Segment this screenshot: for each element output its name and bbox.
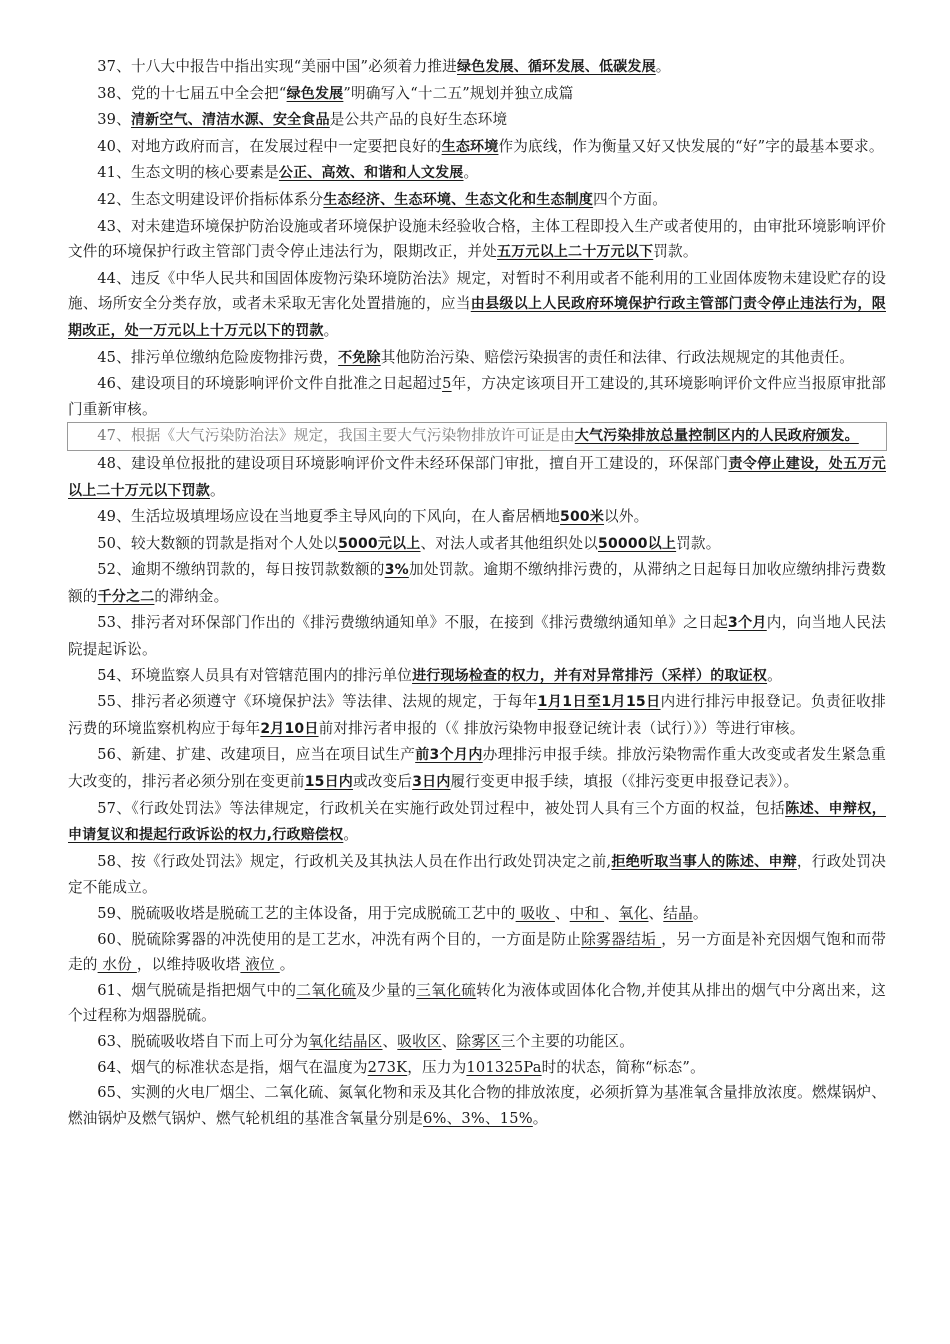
question-text: 、环境监察人员具有对管辖范围内的排污单位	[116, 666, 413, 684]
question-text: 、排污者对环保部门作出的《排污费缴纳通知单》不服，在接到《排污费缴纳通知单》之日起	[116, 614, 729, 632]
answer-text: 五万元以上二十万元以下	[497, 244, 654, 261]
question-text: 及少量的	[356, 981, 417, 999]
question-text: 履行变更申报手续，填报（《排污变更申报登记表》）。	[450, 773, 799, 791]
question-text: 、烟气的标准状态是指，烟气在温度为	[116, 1058, 368, 1076]
answer-text: 吸收	[515, 905, 555, 922]
question-text: 、十八大中报告中指出实现“美丽中国”必须着力推进	[116, 58, 457, 75]
question-text: 。	[210, 481, 225, 499]
question-text: 、	[116, 111, 131, 129]
question-item-47	[67, 422, 887, 451]
answer-text: 6%、3%、15%	[423, 1109, 533, 1127]
question-number: 63	[97, 1032, 117, 1050]
answer-text: 二氧化硫	[296, 981, 357, 999]
question-number: 58	[97, 852, 117, 870]
question-text: 四个方面。	[593, 190, 668, 208]
question-item-64	[68, 1055, 886, 1081]
question-text: 内，向当地人民法院提起诉讼。	[68, 614, 887, 659]
answer-text: 责令停止建设，处五万元以上二十万元以下罚款	[68, 455, 886, 499]
question-text: 三个主要的功能区。	[500, 1032, 635, 1050]
question-item-39	[68, 107, 886, 134]
question-item-46	[68, 371, 886, 422]
question-number: 45	[97, 348, 117, 366]
answer-text: 生态经济、生态环境、生态文化和生态制度	[323, 191, 594, 208]
question-number: 40	[97, 137, 117, 155]
question-text: 、脱硫吸收塔自下而上可分为	[116, 1032, 309, 1050]
question-item-37	[68, 54, 886, 81]
question-item-58	[68, 849, 886, 901]
question-number: 55	[97, 693, 117, 711]
answer-text: 氧化	[618, 905, 649, 922]
answer-text: 3个月	[728, 615, 767, 632]
question-text: 、	[554, 905, 570, 922]
answer-text: 吸收区	[397, 1032, 442, 1050]
answer-text: 千分之二	[97, 588, 155, 605]
question-item-50	[68, 531, 886, 558]
question-number: 41	[97, 164, 117, 182]
question-text: 加处罚款。逾期不缴纳排污费的，从滞纳之日起每日加收应缴纳排污费数额的	[68, 561, 886, 605]
answer-text: 绿色发展	[286, 85, 344, 102]
question-text: 、脱硫除雾器的冲洗使用的是工艺水，冲洗有两个目的，一方面是防止	[116, 930, 582, 948]
question-text: 罚款。	[653, 243, 698, 261]
question-text: 其他防治污染、赔偿污染损害的责任和法律、行政法规规定的其他责任。	[380, 348, 855, 366]
answer-text: 2月10日	[260, 720, 319, 737]
question-text: 时的状态，简称“标态”。	[541, 1058, 705, 1076]
question-number: 49	[97, 508, 117, 526]
question-number: 46	[97, 375, 117, 393]
answer-text: 结晶	[663, 905, 693, 922]
question-text: ，以维持吸收塔	[136, 956, 241, 974]
question-text: 。	[463, 164, 479, 182]
question-text: 转化为液体或固体化合物,并使其从排出的烟气中分离出来，这个过程称为烟器脱硫。	[68, 981, 886, 1025]
question-item-60	[68, 927, 886, 978]
question-text: 年，方决定该项目开工建设的,其环境影响评价文件应当报原审批部门重新审核。	[68, 375, 886, 418]
question-text: 办理排污申报手续。排放污染物需作重大改变或者发生紧急重大改变的，排污者必须分别在变更前	[68, 746, 886, 791]
question-item-65	[68, 1080, 886, 1131]
question-text: 、烟气脱硫是指把烟气中的	[116, 981, 297, 999]
answer-text: 不免除	[338, 349, 381, 366]
answer-text: 5000元以上	[338, 535, 421, 552]
question-text: 、实测的火电厂烟尘、二氧化硫、氮氧化物和汞及其化合物的排放浓度，必须折算为基准氧含量排放浓度。燃煤锅炉、燃油锅炉及燃气锅炉、燃气轮机组的基准含氧量分别是	[68, 1084, 886, 1127]
question-text: 、逾期不缴纳罚款的，每日按罚款数额的	[116, 561, 385, 579]
question-item-61	[68, 978, 886, 1029]
answer-text: 前3个月内	[415, 747, 483, 764]
question-text: 、违反《中华人民共和国固体废物污染环境防治法》规定，对暂时不利用或者不能利用的工业固体废物未建设贮存的设施、场所安全分类存放，或者未采取无害化处置措施的，应当	[68, 269, 886, 313]
question-text: 。	[532, 1109, 548, 1127]
answer-text: 三氧化硫	[416, 981, 477, 999]
answer-text: 水份	[97, 956, 137, 974]
question-number: 42	[97, 190, 117, 208]
question-number: 53	[97, 614, 117, 632]
question-text: 、新建、扩建、改建项目，应当在项目试生产	[116, 746, 416, 764]
answer-text: 101325Pa	[466, 1058, 542, 1076]
question-text: 以外。	[604, 508, 649, 526]
question-item-48	[68, 451, 886, 504]
question-number: 38	[97, 84, 117, 102]
question-number: 50	[97, 534, 117, 552]
answer-text: 50000以上	[598, 535, 677, 552]
question-item-59	[68, 901, 886, 927]
question-text: 、	[648, 905, 664, 922]
question-text: 。	[655, 58, 671, 75]
answer-text: 液位	[240, 956, 280, 974]
question-item-40	[68, 134, 886, 161]
answer-text: 氧化结晶区	[308, 1032, 383, 1050]
question-item-52	[68, 557, 886, 610]
question-text: 、	[604, 905, 619, 922]
question-text: 、《行政处罚法》等法律规定，行政机关在实施行政处罚过程中，被处罚人具有三个方面的权益，包括	[116, 799, 786, 817]
answer-text: 1月1日至1月15日	[537, 694, 661, 711]
question-text: 是公共产品的良好生态环境	[329, 111, 508, 129]
question-number: 59	[97, 905, 117, 922]
question-text: 。	[692, 905, 708, 922]
answer-text: 273K	[367, 1058, 408, 1076]
question-text: 、党的十七届五中全会把“	[116, 84, 287, 102]
question-text: ，压力为	[407, 1058, 467, 1076]
question-number: 52	[97, 561, 117, 579]
question-text: 、脱硫吸收塔是脱硫工艺的主体设备，用于完成脱硫工艺中的	[116, 905, 516, 922]
question-item-42	[68, 187, 886, 214]
question-item-63	[68, 1029, 886, 1055]
question-number: 64	[97, 1058, 117, 1076]
question-text: 、	[382, 1032, 398, 1050]
answer-text: 500米	[560, 509, 605, 526]
question-number: 61	[97, 981, 117, 999]
question-item-53	[68, 610, 886, 662]
answer-text: 拒绝听取当事人的陈述、申辩	[611, 853, 797, 870]
answer-text: 3%	[384, 562, 409, 579]
question-number: 37	[97, 58, 117, 75]
question-text: 、按《行政处罚法》规定，行政机关及其执法人员在作出行政处罚决定之前,	[116, 852, 612, 870]
question-text: ，行政处罚决定不能成立。	[68, 852, 886, 897]
question-text: 、	[441, 1032, 457, 1050]
answer-text: 绿色发展、循环发展、低碳发展	[456, 59, 656, 75]
answer-text: 中和	[569, 905, 605, 922]
question-number: 54	[97, 666, 117, 684]
question-text: 、较大数额的罚款是指对个人处以	[116, 534, 339, 552]
question-text: 、对法人或者其他组织处以	[420, 534, 598, 552]
question-number: 48	[97, 454, 117, 472]
answer-text: 由县级以上人民政府环境保护行政主管部门责令停止违法行为，限期改正，处一万元以上十万元以下的罚款	[68, 296, 886, 339]
question-item-44	[68, 266, 886, 345]
question-text: 。	[343, 826, 359, 844]
answer-text: 陈述、申辩权，申请复议和提起行政诉讼的权力,行政赔偿权	[68, 800, 886, 844]
question-text: 、根据《大气污染防治法》规定，我国主要大气污染物排放许可证是由	[116, 427, 575, 445]
question-text: 、生态文明的核心要素是	[116, 164, 279, 182]
answer-text: 5	[442, 375, 452, 393]
question-text: 、对未建造环境保护防治设施或者环境保护设施未经验收合格，主体工程即投入生产或者使用的，由审批环境影响评价文件的环境保护行政主管部门责令停止违法行为，限期改正，并处	[68, 217, 886, 261]
question-item-41	[68, 160, 886, 187]
question-number: 65	[97, 1084, 117, 1102]
document-page	[68, 54, 886, 1131]
answer-text: 除雾区	[456, 1032, 501, 1050]
question-text: 。	[767, 666, 782, 684]
question-number: 39	[97, 111, 117, 129]
question-text: 。	[323, 321, 339, 339]
question-item-56	[68, 742, 886, 795]
question-text: 、生态文明建设评价指标体系分	[116, 190, 324, 208]
question-number: 47	[97, 427, 117, 445]
question-text: 、建设项目的环境影响评价文件自批准之日起超过	[116, 375, 443, 393]
question-text: 作为底线，作为衡量又好又快发展的“好”字的最基本要求。	[498, 137, 884, 155]
question-number: 60	[97, 930, 117, 948]
question-item-57	[68, 796, 886, 849]
question-number: 57	[97, 799, 117, 817]
question-text: 或改变后	[353, 773, 413, 791]
question-item-38	[68, 81, 886, 108]
question-item-49	[68, 504, 886, 531]
answer-text: 生态环境	[441, 138, 499, 155]
question-text: 、排污者必须遵守《环境保护法》等法律、法规的规定，于每年	[116, 693, 538, 711]
question-text: 、排污单位缴纳危险废物排污费，	[116, 348, 339, 366]
answer-text: 公正、高效、和谐和人文发展	[278, 165, 464, 182]
question-number: 43	[97, 217, 117, 235]
answer-text: 3日内	[412, 774, 451, 791]
answer-text: 15日内	[304, 774, 353, 791]
question-item-54	[68, 663, 886, 690]
question-text: 前对排污者申报的（《 排放污染物申报登记统计表（试行）》）等进行审核。	[318, 719, 805, 737]
question-item-43	[68, 214, 886, 266]
question-text: ”明确写入“十二五”规划并独立成篇	[343, 84, 574, 102]
question-text: 罚款。	[676, 534, 721, 552]
answer-text: 除雾器结垢	[581, 930, 662, 948]
answer-text: 清新空气、清洁水源、安全食品	[130, 112, 330, 129]
question-item-45	[68, 345, 886, 372]
answer-text: 进行现场检查的权力，并有对异常排污（采样）的取证权	[412, 667, 768, 684]
question-text: 、生活垃圾填埋场应设在当地夏季主导风向的下风向，在人畜居栖地	[116, 508, 560, 526]
question-number: 44	[97, 269, 117, 287]
question-text: 、建设单位报批的建设项目环境影响评价文件未经环保部门审批，擅自开工建设的，环保部门	[116, 454, 729, 472]
question-item-55	[68, 689, 886, 742]
answer-text: 大气污染排放总量控制区内的人民政府颁发。	[574, 428, 859, 445]
question-text: ，另一方面是补充因烟气饱和而带走的	[68, 930, 886, 974]
question-number: 56	[97, 746, 117, 764]
question-text: 的滞纳金。	[154, 587, 229, 605]
question-text: 内进行排污申报登记。负责征收排污费的环境监察机构应于每年	[68, 693, 886, 737]
question-text: 、对地方政府而言，在发展过程中一定要把良好的	[116, 137, 442, 155]
question-text: 。	[279, 956, 295, 974]
